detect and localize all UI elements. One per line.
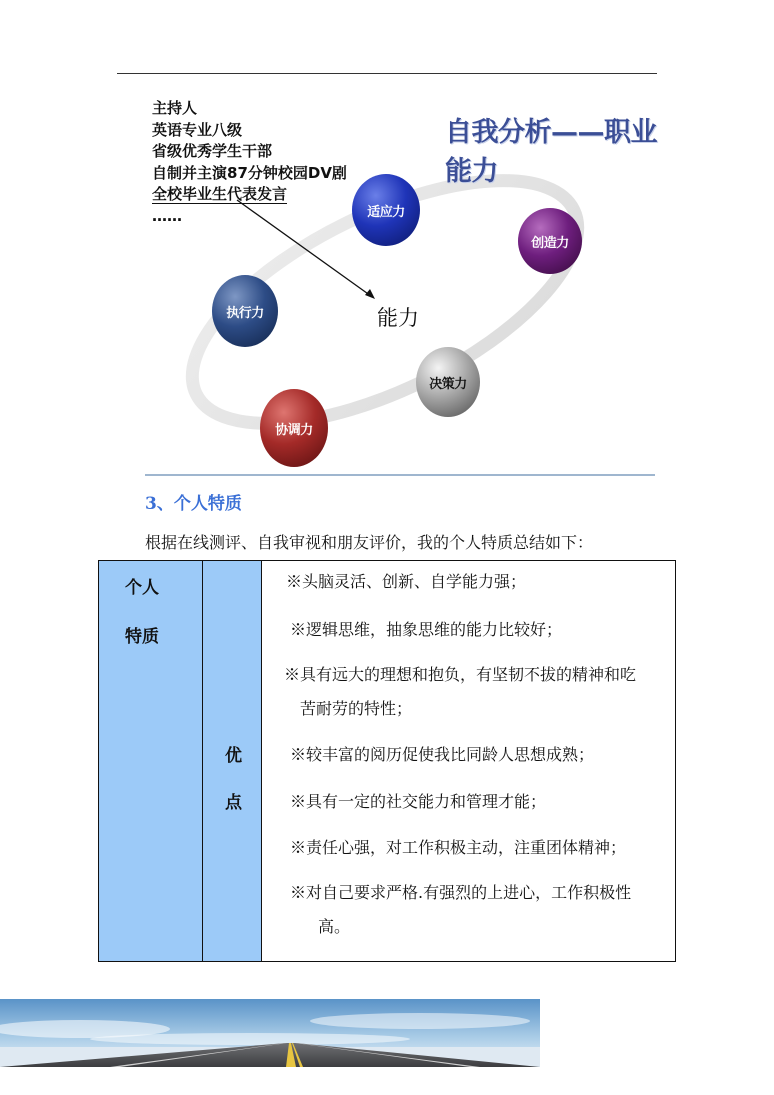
merit-item: ※较丰富的阅历促使我比同龄人思想成熟；: [290, 745, 595, 764]
sphere-label: 决策力: [429, 376, 467, 392]
merit-item: ※头脑灵活、创新、自学能力强；: [286, 572, 527, 591]
advantages-label-cell: [203, 561, 262, 961]
traits-label-line1: 个人: [125, 578, 159, 598]
traits-label-cell: [99, 561, 203, 961]
merit-item-continued: 苦耐劳的特性；: [300, 699, 413, 718]
sphere-label: 创造力: [531, 235, 569, 251]
advantages-char-2: 点: [225, 793, 242, 813]
section-intro: 根据在线测评、自我审视和朋友评价，我的个人特质总结如下：: [145, 533, 594, 552]
sphere-decision: [416, 347, 480, 417]
experience-item: 省级优秀学生干部: [152, 142, 273, 160]
experience-item: [152, 184, 347, 206]
ability-center-label: 能力: [377, 306, 419, 330]
experience-list: [152, 98, 347, 227]
merit-item-continued: 高。: [318, 917, 351, 936]
ability-figure: [145, 92, 657, 476]
top-rule: [117, 73, 657, 74]
experience-item: ……: [152, 206, 182, 225]
traits-label-line2: 特质: [125, 627, 159, 647]
sphere-execution: [212, 275, 278, 347]
advantages-list-cell: [262, 561, 675, 961]
merit-item: ※具有一定的社交能力和管理才能；: [290, 792, 547, 811]
advantages-char-1: 优: [225, 746, 242, 766]
experience-item: 英语专业八级: [152, 120, 243, 139]
sphere-label: 协调力: [275, 422, 313, 438]
merit-item: ※逻辑思维，抽象思维的能力比较好；: [290, 620, 563, 639]
experience-item: 主持人: [152, 99, 198, 117]
footer-road-banner: [0, 999, 540, 1067]
figure-title: 自我分析——职业能力: [445, 117, 657, 187]
traits-table: [98, 560, 676, 962]
sphere-adaptability: [352, 174, 420, 246]
sphere-label: 适应力: [367, 204, 405, 220]
sphere-creativity: [518, 208, 582, 274]
sphere-label: 执行力: [226, 305, 264, 321]
figure-bottom-line: [145, 474, 655, 476]
merit-item: ※责任心强，对工作积极主动，注重团体精神；: [290, 838, 627, 857]
experience-item-underlined: 全校毕业生代表发言: [152, 185, 288, 203]
merit-item: ※具有远大的理想和抱负，有坚韧不拔的精神和吃: [284, 665, 637, 684]
merit-item: ※对自己要求严格.有强烈的上进心，工作积极性: [290, 883, 632, 902]
pointer-arrow-head: [365, 289, 375, 299]
experience-item: 自制并主演87分钟校园DV剧: [152, 163, 347, 182]
section-heading: 3、个人特质: [145, 494, 242, 514]
sphere-coordination: [260, 389, 328, 467]
